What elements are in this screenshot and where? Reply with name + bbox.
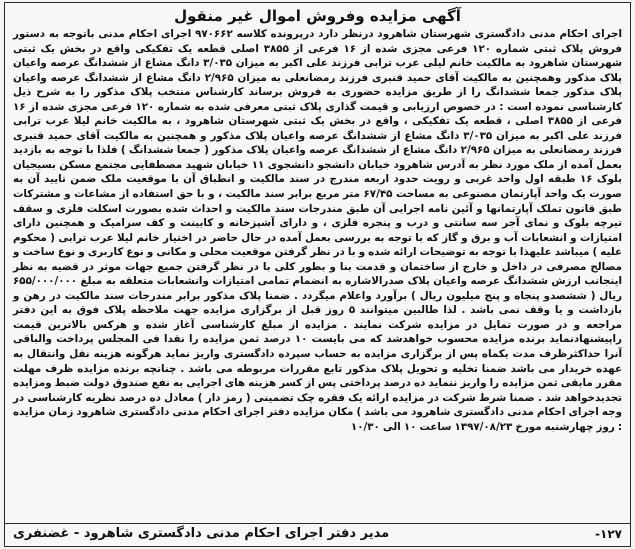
notice-title: آگهی مزایده وفروش اموال غیر منقول	[174, 7, 461, 25]
notice-issuer: مدیر دفتر اجرای احکام مدنی دادگستری شاهرود - غضنفری	[13, 526, 390, 541]
auction-notice	[4, 2, 631, 547]
notice-footer	[13, 524, 622, 544]
notice-code: ۱۲۷-	[595, 527, 622, 541]
notice-body: اجرای احکام مدنی دادگستری شهرستان شاهرود درنظر دارد درپرونده کلاسه ۹۷۰۶۶۲ اجرای احکام مدنی باتوجه به دستور فروش پلاک ثبتی شماره ۱۲۰ فرعی مجزی شده از ۱۶ فرعی از ۳۸۵۵ اصلی قطعه یک تفکیکی واقع در بخش یک ثبتی شهرستان شاهرود به مالکیت خانم لیلی عرب ترابی فرزند علی اکبر به میزان ۳/۰۳۵ دانگ مشاع از ششدانگ عرصه واعیان پلاک مذکور وهمچنین به مالکیت آقای حمید قنبری فرزند رمضانعلی به میزان ۲/۹۶۵ دانگ مشاع از ششدانگ عرصه واعیان پلاک مذکور جمعا ششدانگ را از طریق مزایده حضوری به فروش برساند کارشناس منتخب پلاک مذکور را به شرح ذیل کارشناسی نموده است : در خصوص ارزیابی و قیمت گذاری پلاک ثبتی معرفی شده به شماره ۱۲۰ فرعی مجزی شده از ۱۶ فرعی از ۳۸۵۵ اصلی ، قطعه یک تفکیکی ، واقع در بخش یک ثبتی شهرستان شاهرود ، به مالکیت خانم لیلا عرب ترابی فرزند علی اکبر به میزان ۳/۰۳۵ دانگ مشاع از ششدانگ عرصه واعیان پلاک مذکور و همچنین به مالکیت آقای حمید قنبری فرزند رمضانعلی به میزان ۲/۹۶۵ دانگ مشاع از ششدانگ عرصه واعیان پلاک مذکور ( جمعا ششدانگ ) فلذا با توجه به بازدید بعمل آمده از ملک مورد نظر به آدرس شاهرود خیابان دانشجو دانشجوی ۱۱ خیابان شهید مصطفایی مجتمع مسکن بسیجیان بلوک ۱۶ طبقه اول واحد غربی و رویت حدود اربعه مندرج در سند مالکیت و انطباق آن با موقعیت ملک ضمن تایید آن به صورت یک واحد آپارتمان مصنوعی به مساحت ۶۷/۴۵ متر مربع برابر سند مالکیت ، و با حق استفاده از مشاعات و مشترکات طبق قانون تملک آپارتمانها و آئین نامه اجرایی آن طبق مندرجات سند مالکیت و احداث شده بصورت اسکلت فلزی و سقف تیرچه بلوک و نمای آجر سه سانتی و درب و پنجره فلزی ، و دارای آشپزخانه و کابینت و کف سرامیک و همچنین دارای امتیازات و انشعابات آب و برق و گاز که با توجه به بررسی بعمل آمده در حال حاضر در اختیار خانم لیلا عرب ترابی ( محکوم علیه ) میباشد علیهذا با توجه به توضیحات ارائه شده و با در نظر گرفتن موقعیت محلی و مکانی و نوع کاربری و نوع ساخت و مصالح مصرفی در داخل و خارج از ساختمان و قدمت بنا و بطور کلی با در نظر گرفتن جمیع جهات موثر در قضیه به نظر اینجانب ارزش ششدانگ عرصه واعیان پلاک صدرالاشاره به انضمام تمامی امتیازات وانشعابات متعلقه به مبلغ ۶۵۵/۰۰۰/۰۰۰ ریال ( ششصدو پنجاه و پنج میلیون ریال ) برآورد واعلام میگردد . ضمنا پلاک مذکور برابر مندرجات سند مالکیت در رهن و بازداشت و یا وقف نمی باشد . لذا طالبین میتوانند ۵ روز قبل از برگزاری مزایده جهت ملاحظه پلاک فوق به این دفتر مراجعه و در صورت تمایل در مزایده شرکت نمایند . مزایده از مبلغ کارشناسی آغاز شده و هرکس بالاترین قیمت راپیشنهادنماید برنده مزایده محسوب خواهدشد که می بایست ۱۰ درصد ثمن مزایده را نقدا فی المجلس پرداخت والباقی آنرا حداکثرظرف مدت یکماه پس از برگزاری مزایده به حساب سپرده دادگستری واریز نماید هرگونه هزینه نقل وانتقال به عهده خریدار می باشد ضمنا تخلیه و تحویل پلاک مذکور تابع مقررات مربوطه می باشد . چنانچه برنده مزایده ظرف مهلت مقرر مابقی ثمن مزایده را واریز ننماید ده درصد پرداختی پس از کسر هزینه های اجرایی به نفع صندوق دولت ضبط ومزایده تجدیدخواهد شد . ضمنا شرط شرکت در مزایده ارائه یک فقره چک تضمینی ( رمز دار ) معادل ده درصد نظریه کارشناسی در وجه اجرای احکام مدنی دادگستری شاهرود می باشد ) مکان مزایده دفتر اجرای احکام مدنی دادگستری شاهرود زمان مزایده : روز چهارشنبه مورخ ۱۳۹۷/۰۸/۲۳ ساعت ۱۰ الی ۱۰/۳۰	[13, 28, 623, 433]
